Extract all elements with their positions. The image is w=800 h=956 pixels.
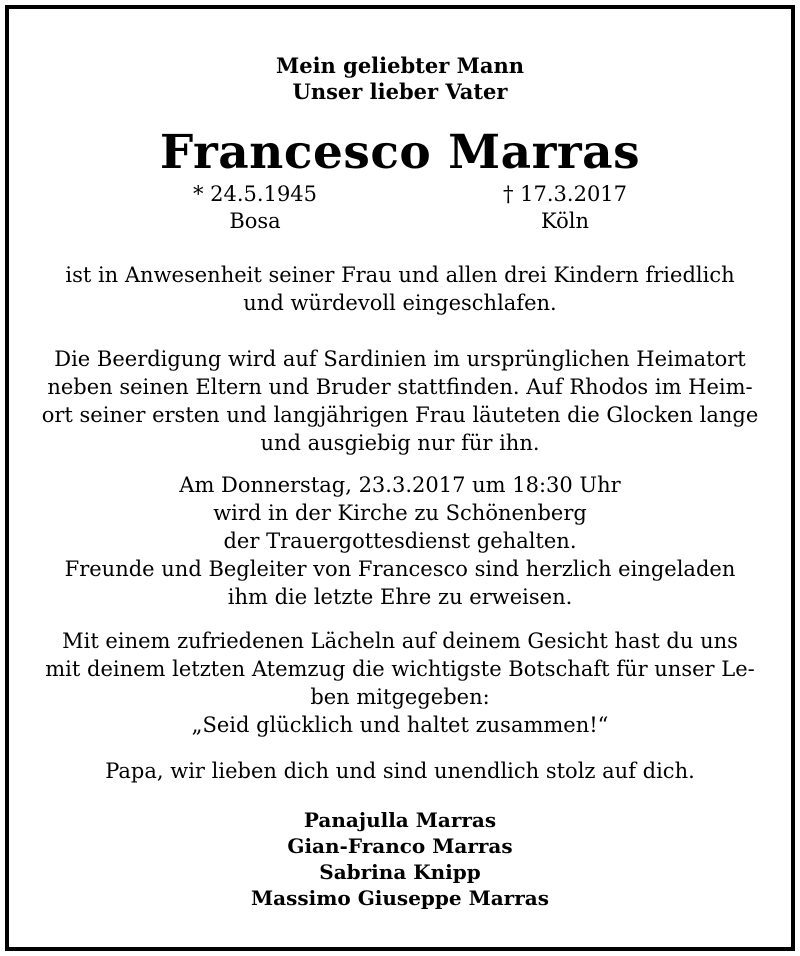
text-line: und ausgiebig nur für ihn. — [260, 431, 540, 455]
death-place: Köln — [540, 209, 589, 233]
signer-name: Massimo Giuseppe Marras — [251, 886, 549, 910]
death-date: † 17.3.2017 — [502, 182, 628, 206]
signer-name: Gian-Franco Marras — [287, 834, 513, 858]
text-line: Freunde und Begleiter von Francesco sind herzlich eingeladen — [64, 557, 736, 581]
text-line: „Seid glücklich und haltet zusammen!“ — [191, 713, 609, 737]
deceased-name: Francesco Marras — [159, 125, 641, 180]
paragraph-service — [29, 471, 771, 611]
paragraph-closing — [29, 757, 771, 785]
text-line: Papa, wir lieben dich und sind unendlich stolz auf dich. — [105, 759, 695, 783]
text-line: mit deinem letzten Atemzug die wichtigste Botschaft für unser Le- — [45, 657, 755, 681]
birth-info — [155, 181, 355, 235]
paragraph-message — [29, 627, 771, 739]
birth-date: * 24.5.1945 — [192, 182, 318, 206]
birth-place: Bosa — [229, 209, 281, 233]
death-info — [465, 181, 665, 235]
text-line: Am Donnerstag, 23.3.2017 um 18:30 Uhr — [179, 473, 621, 497]
text-line: ihm die letzte Ehre zu erweisen. — [227, 585, 573, 609]
paragraph-burial — [29, 345, 771, 457]
signers-list — [9, 807, 791, 911]
heading-line: Mein geliebter Mann — [275, 53, 525, 78]
text-line: und würdevoll eingeschlafen. — [243, 291, 557, 315]
text-line: der Trauergottesdienst gehalten. — [223, 529, 577, 553]
obituary-frame — [5, 5, 795, 951]
text-line: wird in der Kirche zu Schönenberg — [213, 501, 587, 525]
signer-name: Panajulla Marras — [303, 808, 497, 832]
text-line: Die Beerdigung wird auf Sardinien im ursprünglichen Heimatort — [54, 347, 746, 371]
obituary-heading — [9, 53, 791, 105]
text-line: Mit einem zufriedenen Lächeln auf deinem Gesicht hast du uns — [62, 629, 738, 653]
text-line: ort seiner ersten und langjährigen Frau läuteten die Glocken lange — [41, 403, 759, 427]
paragraph-passing — [29, 261, 771, 317]
obituary-content — [9, 9, 791, 947]
text-line: ben mitgegeben: — [310, 685, 490, 709]
signer-name: Sabrina Knipp — [319, 860, 481, 884]
text-line: neben seinen Eltern und Bruder stattfinden. Auf Rhodos im Heim- — [47, 375, 753, 399]
text-line: ist in Anwesenheit seiner Frau und allen drei Kindern friedlich — [65, 263, 735, 287]
heading-line: Unser lieber Vater — [292, 79, 508, 104]
